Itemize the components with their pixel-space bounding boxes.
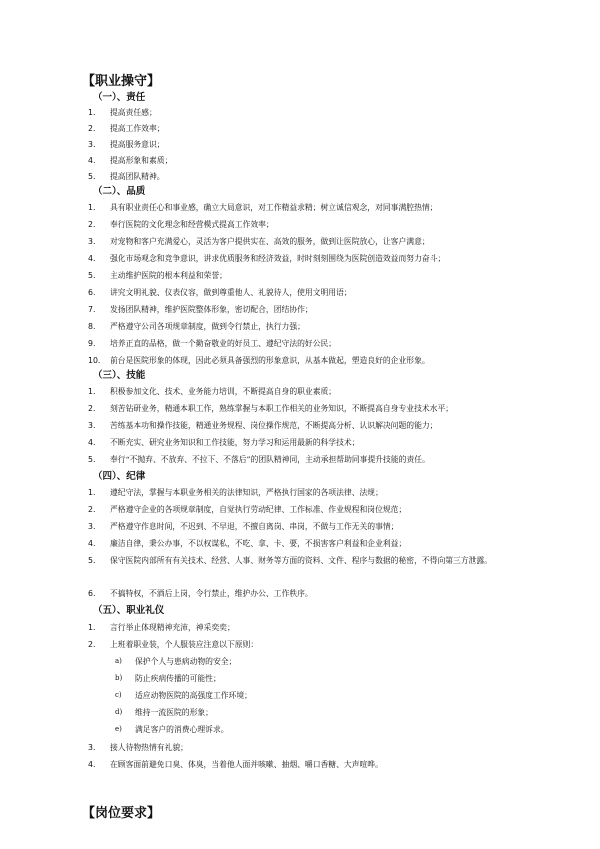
sub-item-letter: b) xyxy=(115,674,123,682)
item-number: 5. xyxy=(88,455,96,464)
item-text: 奉行医院的文化理念和经营模式提高工作效率； xyxy=(110,220,274,229)
item-text: 不断充实、研究业务知识和工作技能，努力学习和运用最新的科学技术； xyxy=(110,438,360,447)
sub-item-text: 防止疾病传播的可能性； xyxy=(135,674,221,683)
item-number: 1. xyxy=(88,203,96,212)
item-number: 2. xyxy=(88,220,96,229)
item-number: 10. xyxy=(88,356,101,365)
sub-item-text: 适应动物医院的高强度工作环境； xyxy=(135,691,252,700)
item-number: 2. xyxy=(88,640,96,649)
item-number: 2. xyxy=(88,404,96,413)
item-number: 2. xyxy=(88,505,96,514)
sub-item-text: 保护个人与患病动物的安全； xyxy=(135,657,237,666)
item-text: 遵纪守法，掌握与本职业务相关的法律知识，严格执行国家的各项法律、法规； xyxy=(110,488,383,497)
item-text: 刻苦钻研业务，精通本职工作，熟练掌握与本职工作相关的业务知识，不断提高自身专业技术水平； xyxy=(110,404,454,413)
item-text: 严格遵守公司各项规章制度，做到令行禁止，执行力强； xyxy=(110,322,305,331)
group-heading: （二）、品质 xyxy=(93,186,146,197)
item-number: 5. xyxy=(88,172,96,181)
item-number: 1. xyxy=(88,623,96,632)
item-text: 强化市场观念和竞争意识，讲求优质服务和经济效益，时时刻刻围绕为医院创造效益而努力奋斗； xyxy=(110,254,446,263)
item-number: 8. xyxy=(88,322,96,331)
item-text: 提高责任感； xyxy=(110,108,157,117)
item-number: 6. xyxy=(88,288,96,297)
item-number: 3. xyxy=(88,522,96,531)
item-text: 提高形象和素质； xyxy=(110,156,173,165)
item-text: 廉洁自律，秉公办事，不以权谋私，不吃、拿、卡、要，不损害客户利益和企业利益； xyxy=(110,539,407,548)
item-number: 3. xyxy=(88,237,96,246)
item-number: 1. xyxy=(88,488,96,497)
item-text: 主动维护医院的根本利益和荣誉； xyxy=(110,271,227,280)
item-text: 保守医院内部所有有关技术、经营、人事、财务等方面的资料、文件、程序与数据的秘密，不得向第三方泄露。 xyxy=(110,556,493,565)
item-text: 具有职业责任心和事业感，确立大局意识，对工作精益求精；树立诚信观念，对同事满腔热情； xyxy=(110,203,438,212)
item-number: 3. xyxy=(88,140,96,149)
group-heading: （四）、纪律 xyxy=(93,471,146,482)
item-text: 对宠物和客户充满爱心，灵活为客户提供实在、高效的服务，做到让医院放心，让客户满意； xyxy=(110,237,430,246)
section-title: 【职业操守】 xyxy=(82,74,161,89)
item-text: 提高团队精神。 xyxy=(110,172,165,181)
item-text: 严格遵守作息时间，不迟到、不早退，不擅自离岗、串岗，不做与工作无关的事情； xyxy=(110,522,399,531)
item-number: 4. xyxy=(88,438,96,447)
item-number: 2. xyxy=(88,124,96,133)
sub-item-text: 维持一流医院的形象； xyxy=(135,708,213,717)
item-number: 5. xyxy=(88,271,96,280)
sub-item-letter: c) xyxy=(115,691,122,699)
sub-item-letter: e) xyxy=(115,725,122,733)
item-number: 4. xyxy=(88,539,96,548)
group-heading: （三）、技能 xyxy=(93,370,146,381)
sub-item-letter: a) xyxy=(115,657,122,665)
sub-item-letter: d) xyxy=(115,708,123,716)
item-text: 奉行“不抛弃、不放弃、不拉下、不落后”的团队精神同，主动承担帮助同事提升技能的责任。 xyxy=(110,455,430,464)
item-number: 1. xyxy=(88,108,96,117)
item-text: 积极参加文化、技术、业务能力培训，不断提高自身的职业素质； xyxy=(110,387,337,396)
item-number: 4. xyxy=(88,760,96,769)
group-heading: （五）、职业礼仪 xyxy=(93,605,165,616)
item-number: 3. xyxy=(88,743,96,752)
item-number: 6. xyxy=(88,589,96,598)
item-text: 培养正直的品格，做一个勤奋敬业的好员工、遵纪守法的好公民； xyxy=(110,339,337,348)
item-text: 接人待物热情有礼貌； xyxy=(110,743,188,752)
item-number: 5. xyxy=(88,556,96,565)
item-number: 9. xyxy=(88,339,96,348)
item-text: 前台是医院形象的体现，因此必须具备强烈的形象意识，从基本做起，塑造良好的企业形象。 xyxy=(110,356,430,365)
item-text: 提高工作效率； xyxy=(110,124,165,133)
item-text: 发扬团队精神，维护医院整体形象，密切配合，团结协作； xyxy=(110,305,313,314)
item-text: 提高服务意识； xyxy=(110,140,165,149)
section-title: 【岗位要求】 xyxy=(82,806,161,821)
item-number: 3. xyxy=(88,421,96,430)
item-number: 4. xyxy=(88,156,96,165)
item-number: 4. xyxy=(88,254,96,263)
item-text: 上班着职业装，个人服装应注意以下原则： xyxy=(110,640,259,649)
item-text: 不搞特权，不酒后上岗，令行禁止，维护办公、工作秩序。 xyxy=(110,589,313,598)
sub-item-text: 满足客户的消费心理诉求。 xyxy=(135,725,229,734)
item-text: 在顾客面前避免口臭、体臭，当着他人面并咳嗽、抽烟、嚼口香糖、大声喧哗。 xyxy=(110,760,383,769)
item-text: 严格遵守企业的各项规章制度，自觉执行劳动纪律、工作标准、作业规程和岗位规范； xyxy=(110,505,407,514)
item-text: 苦练基本功和操作技能，精通业务规程、岗位操作规范，不断提高分析、认识解决问题的能力； xyxy=(110,421,438,430)
group-heading: （一）、责任 xyxy=(93,92,146,103)
item-text: 言行举止体现精神充沛，神采奕奕； xyxy=(110,623,235,632)
item-number: 7. xyxy=(88,305,96,314)
item-number: 1. xyxy=(88,387,96,396)
item-text: 讲究文明礼貌、仪表仪容，做到尊重他人、礼貌待人，使用文明用语； xyxy=(110,288,352,297)
